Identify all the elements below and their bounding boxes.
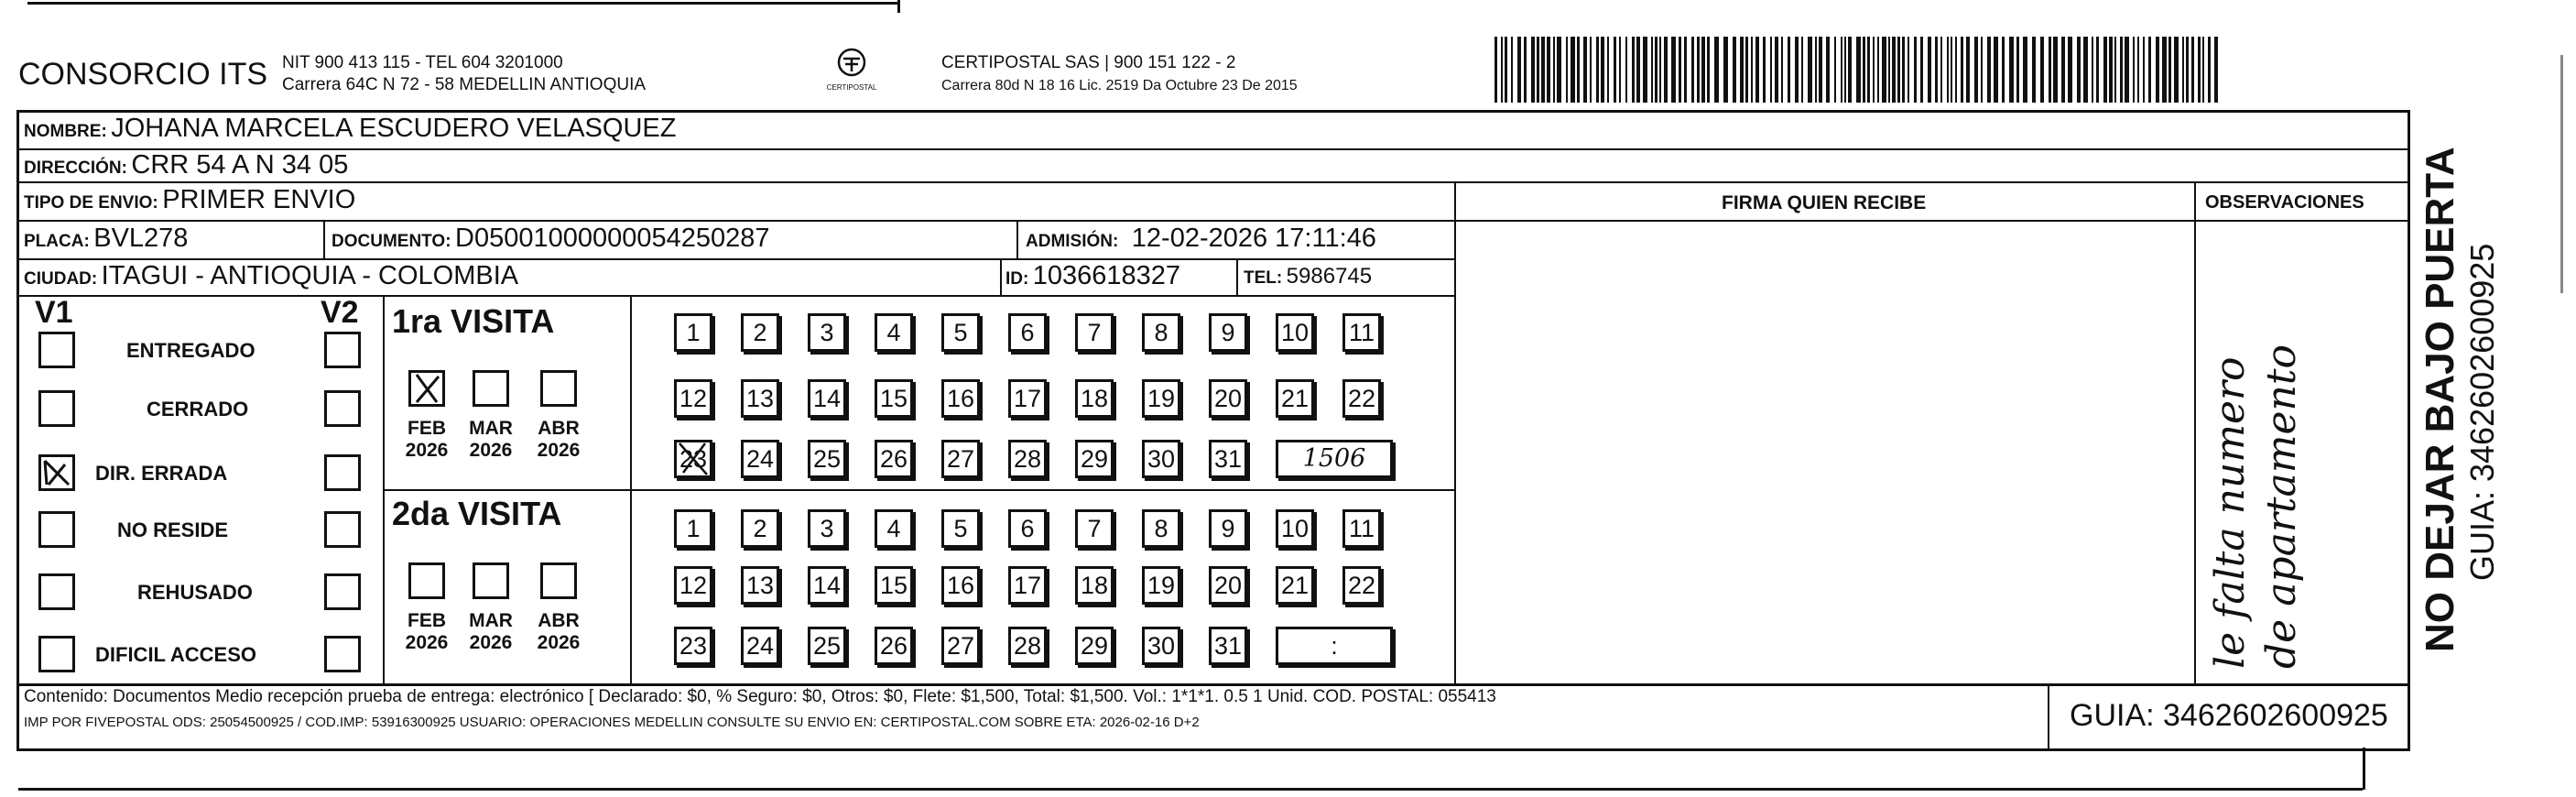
barcode-bar: [1659, 37, 1661, 103]
barcode-bar: [1495, 37, 1497, 103]
barcode-bar: [1583, 37, 1587, 103]
barcode-bar: [1517, 37, 1521, 103]
tipo-value: PRIMER ENVIO: [162, 185, 356, 214]
barcode-bar: [2083, 37, 2088, 103]
v2-checkbox[interactable]: [324, 511, 361, 548]
v1-checkbox[interactable]: [38, 454, 75, 491]
logo-caption: CERTIPOSTAL: [826, 83, 877, 92]
barcode-bar: [1714, 37, 1719, 103]
status-option-label: CERRADO: [147, 398, 249, 420]
barcode-bar: [1524, 37, 1527, 103]
v2-checkbox[interactable]: [324, 573, 361, 610]
footer-imp: IMP POR FIVEPOSTAL ODS: 25054500925 / COD.IMP: 53916300925 USUARIO: OPERACIONES MEDELLIN CONSULTE SU ENVIO EN: CERTIPOSTAL.COM SOBRE ETA: 2026-02-16 D+2: [24, 715, 1200, 730]
day-box[interactable]: 5: [941, 313, 980, 352]
barcode-bar: [1897, 37, 1900, 103]
day-box[interactable]: 27: [941, 440, 980, 478]
day-box[interactable]: 14: [808, 566, 846, 605]
barcode-bar: [2162, 37, 2167, 103]
status-option-label: DIR. ERRADA: [95, 462, 228, 485]
documento-row: [332, 224, 770, 254]
barcode-bar: [1841, 37, 1842, 103]
barcode-bar: [1951, 37, 1952, 103]
barcode-bar: [1571, 37, 1575, 103]
month-name: MAR: [469, 418, 513, 439]
barcode-bar: [1961, 37, 1963, 103]
barcode-bar: [1505, 37, 1507, 103]
row-line-2: [16, 181, 2410, 183]
barcode-bar: [1848, 37, 1852, 103]
barcode-bar: [2137, 37, 2139, 103]
barcode-bar: [2077, 37, 2081, 103]
barcode-bar: [2016, 37, 2019, 103]
month-year: 2026: [405, 440, 449, 461]
row-line-1: [16, 148, 2410, 150]
day-box[interactable]: 6: [1008, 313, 1047, 352]
barcode-bar: [1643, 37, 1647, 103]
barcode-bar: [1877, 37, 1879, 103]
month-year: 2026: [469, 632, 513, 653]
day-box[interactable]: 21: [1276, 379, 1314, 418]
barcode-bar: [2049, 37, 2051, 103]
tel-label: TEL:: [1244, 268, 1283, 288]
col-doc-left: [323, 220, 325, 258]
barcode-bar: [1815, 37, 1817, 103]
day-box[interactable]: 15: [875, 566, 913, 605]
barcode-bar: [1501, 37, 1503, 103]
col-admision-left: [1016, 220, 1018, 258]
day-box[interactable]: 17: [1008, 379, 1047, 418]
footer-contenido: Contenido: Documentos Medio recepción prueba de entrega: electrónico [ Declarado: $0, % Seguro: $0, Otros: $0, Flete: $1,500, Total: $1,500. Vol.: 1*1*1. 0.5 1 Unid. COD. POSTAL: 055413: [24, 687, 1496, 706]
barcode-bar: [1531, 37, 1535, 103]
day-box[interactable]: 6: [1008, 509, 1047, 548]
documento-value: D05001000000054250287: [455, 224, 770, 253]
barcode-bar: [1974, 37, 1978, 103]
day-box[interactable]: 13: [741, 379, 779, 418]
second-visit-label: 2da VISITA: [392, 495, 562, 532]
placa-row: [24, 224, 188, 254]
day-box[interactable]: 18: [1075, 566, 1114, 605]
admision-row: [1026, 224, 1376, 254]
month-checkbox[interactable]: [408, 562, 445, 599]
tel-value: 5986745: [1286, 264, 1373, 289]
direccion-value: CRR 54 A N 34 05: [131, 150, 349, 180]
barcode-bar: [1553, 37, 1555, 103]
barcode-bar: [1636, 37, 1640, 103]
day-box[interactable]: 11: [1342, 313, 1381, 352]
barcode-bar: [2156, 37, 2159, 103]
day-box[interactable]: 27: [941, 627, 980, 665]
company-name: CONSORCIO ITS: [18, 57, 268, 92]
v1-checkbox[interactable]: [38, 636, 75, 672]
barcode-bar: [2023, 37, 2027, 103]
placa-label: PLACA:: [24, 232, 90, 251]
barcode-bar: [1697, 37, 1700, 103]
first-visit-label: 1ra VISITA: [392, 302, 555, 340]
day-box[interactable]: 19: [1142, 566, 1180, 605]
barcode-bar: [1770, 37, 1772, 103]
day-box[interactable]: 22: [1342, 566, 1381, 605]
barcode-bar: [2143, 37, 2145, 103]
barcode-bar: [1707, 37, 1710, 103]
barcode-bar: [1614, 37, 1616, 103]
firma-label: FIRMA QUIEN RECIBE: [1722, 192, 1927, 213]
right-margin-mark: [2560, 55, 2563, 293]
day-box[interactable]: 12: [674, 566, 712, 605]
v1-checkbox[interactable]: [38, 573, 75, 610]
day-box[interactable]: 31: [1209, 627, 1247, 665]
status-option-label: ENTREGADO: [126, 339, 255, 362]
nombre-value: JOHANA MARCELA ESCUDERO VELASQUEZ: [111, 114, 677, 143]
month-year: 2026: [537, 632, 581, 653]
col-id-left: [1000, 258, 1002, 295]
barcode-bar: [2053, 37, 2058, 103]
barcode-bar: [1557, 37, 1561, 103]
day-box[interactable]: 28: [1008, 627, 1047, 665]
time-box[interactable]: :: [1276, 627, 1393, 665]
day-box[interactable]: 25: [808, 627, 846, 665]
admision-value: 12-02-2026 17:11:46: [1131, 224, 1376, 253]
barcode-bar: [2133, 37, 2135, 103]
barcode-bar: [1596, 37, 1599, 103]
row-line-5: [16, 295, 1456, 297]
v1-checkbox[interactable]: [38, 332, 75, 368]
barcode-bar: [1733, 37, 1736, 103]
firma-header-line: [1454, 220, 2410, 222]
check-mark-icon: [411, 373, 442, 404]
day-box[interactable]: 16: [941, 566, 980, 605]
day-box[interactable]: 22: [1342, 379, 1381, 418]
day-box[interactable]: 18: [1075, 379, 1114, 418]
month-checkbox[interactable]: [473, 370, 509, 407]
month-year: 2026: [469, 440, 513, 461]
tipo-row: [24, 185, 355, 215]
day-box[interactable]: 4: [875, 313, 913, 352]
day-box[interactable]: 26: [875, 627, 913, 665]
barcode-bar: [1547, 37, 1550, 103]
id-value: 1036618327: [1032, 261, 1181, 290]
row-line-6: [16, 683, 2410, 686]
v2-label: V2: [321, 295, 359, 330]
barcode-bar: [1607, 37, 1609, 103]
barcode-bar: [2002, 37, 2005, 103]
day-box[interactable]: 24: [741, 440, 779, 478]
barcode-bar: [1601, 37, 1604, 103]
barcode-graphic: [1495, 37, 2220, 103]
barcode-bar: [1914, 37, 1917, 103]
day-cross-mark: [674, 440, 712, 478]
barcode-bar: [2096, 37, 2099, 103]
v1-checkbox[interactable]: [38, 511, 75, 548]
direccion-label: DIRECCIÓN:: [24, 158, 127, 178]
barcode-bar: [2202, 37, 2204, 103]
day-box[interactable]: 9: [1209, 509, 1247, 548]
observaciones-label: OBSERVACIONES: [2205, 192, 2364, 213]
barcode-bar: [1920, 37, 1923, 103]
check-mark-icon: [41, 457, 72, 488]
barcode-bar: [1966, 37, 1970, 103]
barcode-bar: [2120, 37, 2123, 103]
barcode-bar: [1671, 37, 1676, 103]
barcode-bar: [1844, 37, 1846, 103]
day-box[interactable]: 26: [875, 440, 913, 478]
barcode-bar: [1691, 37, 1694, 103]
row-line-4: [16, 258, 1456, 260]
footer-guia: GUIA: 3462602600925: [2070, 698, 2388, 733]
top-edge-line-right: [897, 0, 900, 13]
barcode-bar: [1863, 37, 1865, 103]
day-box[interactable]: 14: [808, 379, 846, 418]
month-name: FEB: [408, 418, 446, 439]
bottom-tear-right: [2363, 748, 2365, 790]
day-box[interactable]: 2: [741, 509, 779, 548]
barcode-bar: [2103, 37, 2107, 103]
tel-row: [1244, 264, 1372, 289]
barcode-bar: [1940, 37, 1942, 103]
day-box[interactable]: 12: [674, 379, 712, 418]
day-box[interactable]: 16: [941, 379, 980, 418]
tipo-label: TIPO DE ENVIO:: [24, 193, 158, 213]
barcode-bar: [1511, 37, 1513, 103]
day-box[interactable]: 13: [741, 566, 779, 605]
ciudad-value: ITAGUI - ANTIOQUIA - COLOMBIA: [101, 261, 519, 290]
day-box[interactable]: 10: [1276, 509, 1314, 548]
status-option-label: REHUSADO: [137, 581, 253, 604]
day-box[interactable]: 9: [1209, 313, 1247, 352]
barcode-bar: [2125, 37, 2129, 103]
day-box[interactable]: 3: [808, 509, 846, 548]
barcode-bar: [2182, 37, 2184, 103]
barcode-bar: [1981, 37, 1983, 103]
day-box[interactable]: 29: [1075, 440, 1114, 478]
barcode-bar: [1987, 37, 1991, 103]
barcode-bar: [2174, 37, 2179, 103]
month-year: 2026: [405, 632, 449, 653]
barcode-bar: [2148, 37, 2151, 103]
day-box[interactable]: 11: [1342, 509, 1381, 548]
v2-checkbox[interactable]: [324, 390, 361, 427]
barcode-bar: [1625, 37, 1627, 103]
barcode-bar: [1826, 37, 1830, 103]
day-box[interactable]: 5: [941, 509, 980, 548]
day-box[interactable]: 30: [1142, 627, 1180, 665]
col-firma-left: [1454, 181, 1456, 683]
barcode-bar: [1590, 37, 1592, 103]
barcode-bar: [1651, 37, 1653, 103]
company-nit: NIT 900 413 115 - TEL 604 3201000: [282, 53, 563, 72]
barcode-bar: [1834, 37, 1836, 103]
barcode-bar: [1566, 37, 1568, 103]
day-box[interactable]: 20: [1209, 566, 1247, 605]
barcode-bar: [1723, 37, 1728, 103]
barcode-bar: [1994, 37, 1998, 103]
barcode-bar: [1801, 37, 1803, 103]
barcode-bar: [1775, 37, 1778, 103]
bottom-tear-line: [18, 788, 2363, 791]
placa-value: BVL278: [93, 224, 189, 253]
certipostal-line: CERTIPOSTAL SAS | 900 151 122 - 2: [941, 53, 1236, 72]
month-checkbox[interactable]: [473, 562, 509, 599]
nombre-label: NOMBRE:: [24, 122, 107, 141]
barcode-bar: [1751, 37, 1753, 103]
certipostal-logo: [820, 46, 884, 101]
month-name: MAR: [469, 610, 513, 631]
day-box[interactable]: 17: [1008, 566, 1047, 605]
status-option-label: DIFICIL ACCESO: [95, 643, 257, 666]
barcode-bar: [2208, 37, 2211, 103]
day-box[interactable]: 8: [1142, 313, 1180, 352]
barcode-bar: [1577, 37, 1580, 103]
barcode-bar: [1541, 37, 1545, 103]
barcode-bar: [2009, 37, 2014, 103]
v1-label: V1: [35, 295, 73, 330]
nombre-row: [24, 114, 676, 144]
day-box[interactable]: 30: [1142, 440, 1180, 478]
barcode-bar: [1537, 37, 1539, 103]
month-name: FEB: [408, 610, 446, 631]
barcode-bar: [1745, 37, 1748, 103]
day-box[interactable]: 20: [1209, 379, 1247, 418]
day-box[interactable]: 2: [741, 313, 779, 352]
day-box[interactable]: 15: [875, 379, 913, 418]
barcode-bar: [1908, 37, 1909, 103]
barcode-bar: [1856, 37, 1861, 103]
barcode-bar: [1781, 37, 1783, 103]
barcode-bar: [2092, 37, 2093, 103]
barcode-bar: [2040, 37, 2044, 103]
v2-checkbox[interactable]: [324, 454, 361, 491]
day-box[interactable]: 28: [1008, 440, 1047, 478]
id-label: ID:: [1005, 269, 1029, 289]
barcode-bar: [1619, 37, 1621, 103]
barcode-bar: [2061, 37, 2065, 103]
day-box[interactable]: 3: [808, 313, 846, 352]
barcode-bar: [1888, 37, 1890, 103]
col-obs-right: [2408, 181, 2410, 683]
barcode-bar: [1763, 37, 1766, 103]
ciudad-label: CIUDAD:: [24, 269, 98, 289]
col-tel-left: [1236, 258, 1238, 295]
barcode-bar: [2214, 37, 2218, 103]
barcode-bar: [1867, 37, 1870, 103]
day-box[interactable]: 4: [875, 509, 913, 548]
barcode-bar: [1819, 37, 1822, 103]
observation-line-2: de apartamento: [2258, 344, 2305, 669]
day-box[interactable]: 31: [1209, 440, 1247, 478]
day-box[interactable]: 7: [1075, 313, 1114, 352]
barcode-bar: [1632, 37, 1635, 103]
barcode-bar: [1902, 37, 1905, 103]
top-edge-line: [27, 2, 897, 5]
company-address: Carrera 64C N 72 - 58 MEDELLIN ANTIOQUIA: [282, 75, 647, 94]
documento-label: DOCUMENTO:: [332, 232, 451, 251]
month-name: ABR: [538, 418, 580, 439]
visits-divider: [383, 489, 1456, 491]
barcode-bar: [2191, 37, 2194, 103]
month-name: ABR: [538, 610, 580, 631]
barcode-bar: [1701, 37, 1705, 103]
barcode-bar: [2109, 37, 2113, 103]
observation-line-1: le falta numero: [2207, 356, 2254, 669]
day-box[interactable]: 8: [1142, 509, 1180, 548]
barcode-bar: [1947, 37, 1949, 103]
day-box[interactable]: 29: [1075, 627, 1114, 665]
barcode-bar: [1928, 37, 1931, 103]
ciudad-row: [24, 261, 518, 291]
col-obs-left: [2194, 181, 2196, 683]
barcode-bar: [1679, 37, 1681, 103]
certipostal-logo-icon: [833, 46, 870, 79]
col-guia-left: [2048, 683, 2049, 749]
direccion-row: [24, 150, 348, 180]
barcode-bar: [2032, 37, 2036, 103]
month-checkbox[interactable]: [408, 370, 445, 407]
day-box[interactable]: 25: [808, 440, 846, 478]
v1-checkbox[interactable]: [38, 390, 75, 427]
barcode-bar: [1955, 37, 1957, 103]
month-checkbox[interactable]: [540, 562, 577, 599]
barcode-bar: [2068, 37, 2072, 103]
barcode-bar: [2198, 37, 2201, 103]
barcode-bar: [1655, 37, 1658, 103]
status-option-label: NO RESIDE: [117, 519, 229, 541]
barcode-bar: [1740, 37, 1744, 103]
month-year: 2026: [537, 440, 581, 461]
barcode-bar: [2114, 37, 2116, 103]
day-box[interactable]: 1: [674, 509, 712, 548]
admision-label: ADMISIÓN:: [1026, 232, 1119, 251]
barcode-bar: [1755, 37, 1759, 103]
side-guia: GUIA: 3462602600925: [2463, 243, 2501, 581]
id-row: [1005, 261, 1180, 291]
day-box[interactable]: 24: [741, 627, 779, 665]
barcode-bar: [1935, 37, 1938, 103]
day-box[interactable]: 23: [674, 440, 712, 478]
certipostal-address: Carrera 80d N 18 16 Lic. 2519 Da Octubre 23 De 2015: [941, 78, 1298, 93]
barcode-bar: [2186, 37, 2189, 103]
side-title: NO DEJAR BAJO PUERTA: [2418, 147, 2462, 652]
barcode-bar: [1684, 37, 1687, 103]
day-box[interactable]: 21: [1276, 566, 1314, 605]
barcode-bar: [1788, 37, 1790, 103]
barcode-bar: [1892, 37, 1896, 103]
barcode-bar: [1808, 37, 1812, 103]
day-box[interactable]: 19: [1142, 379, 1180, 418]
barcode-bar: [1873, 37, 1875, 103]
barcode: [1495, 37, 2220, 103]
month-checkbox[interactable]: [540, 370, 577, 407]
day-box[interactable]: 7: [1075, 509, 1114, 548]
v2-checkbox[interactable]: [324, 332, 361, 368]
time-box[interactable]: 1506: [1276, 440, 1393, 478]
day-box[interactable]: 23: [674, 627, 712, 665]
v2-checkbox[interactable]: [324, 636, 361, 672]
barcode-bar: [1882, 37, 1886, 103]
barcode-bar: [2168, 37, 2171, 103]
day-box[interactable]: 10: [1276, 313, 1314, 352]
cross-mark-icon: [674, 440, 712, 478]
day-box[interactable]: 1: [674, 313, 712, 352]
barcode-bar: [1795, 37, 1799, 103]
barcode-bar: [1664, 37, 1668, 103]
